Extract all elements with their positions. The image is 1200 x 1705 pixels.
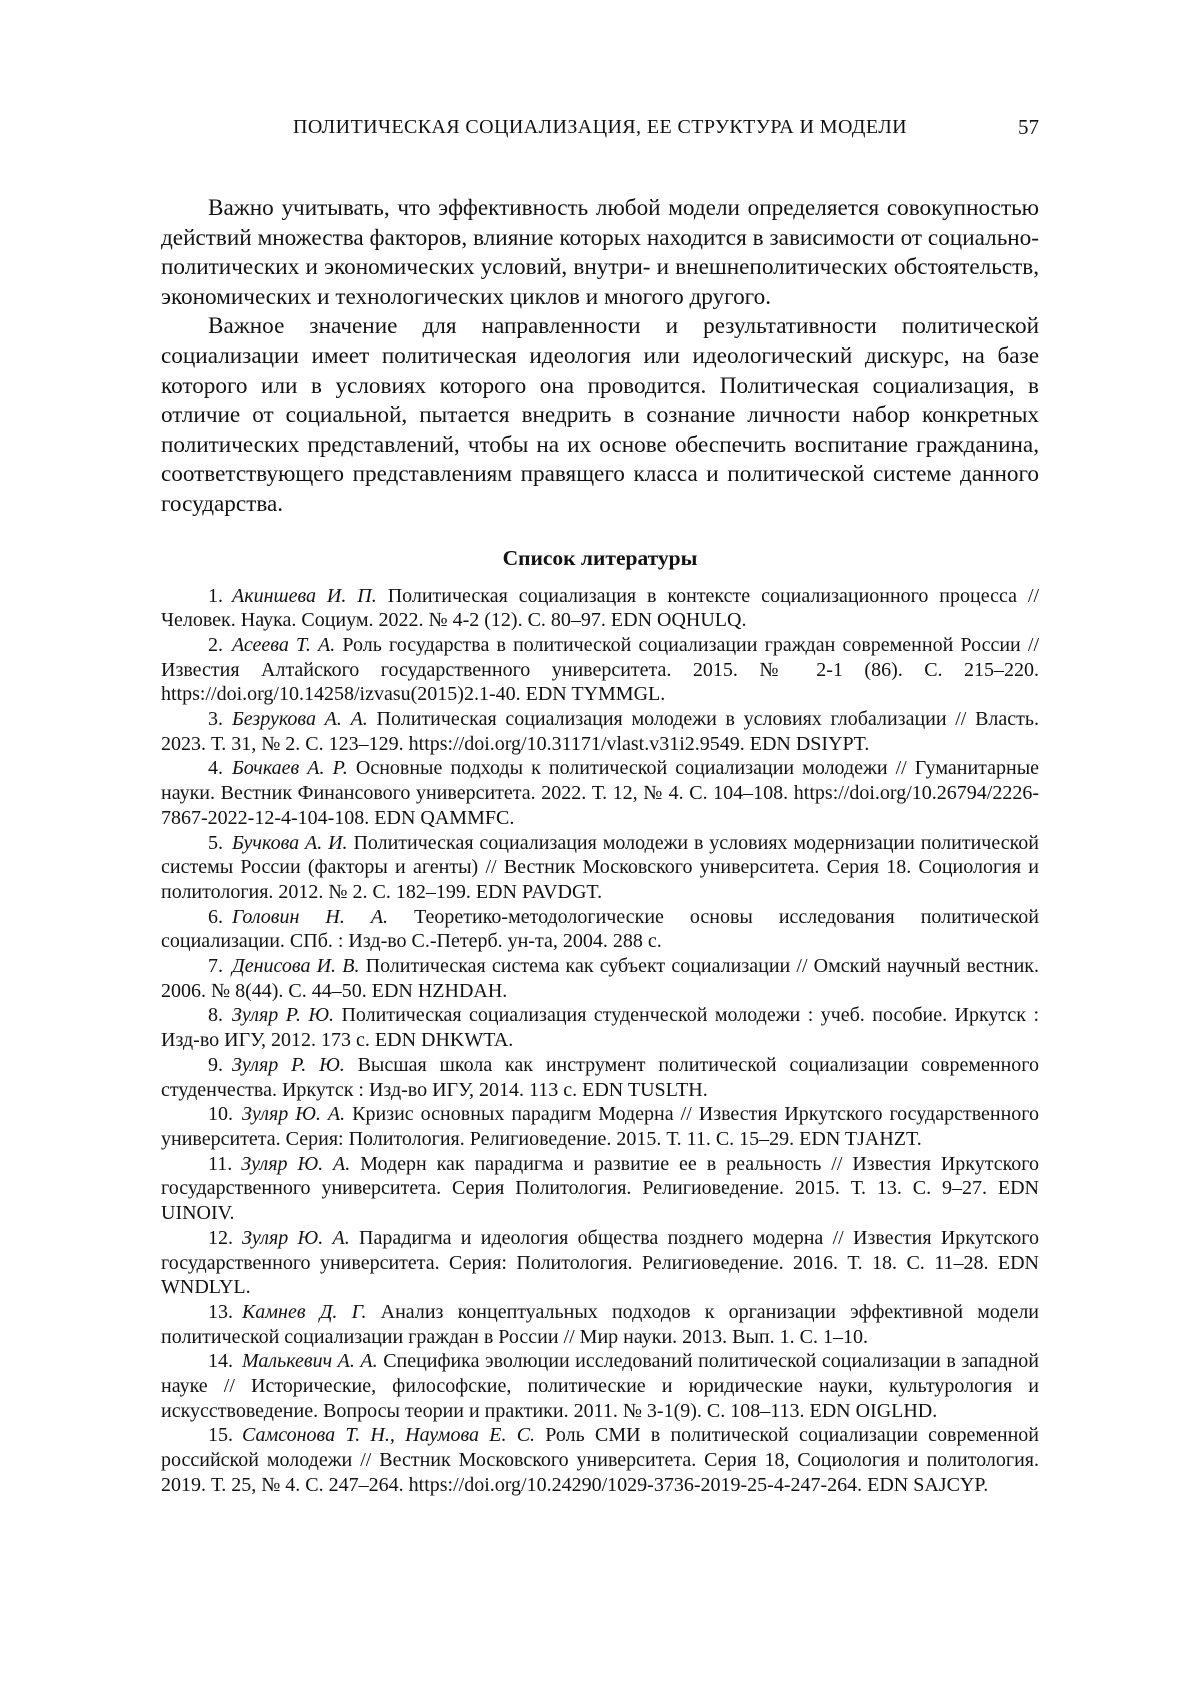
reference-number: 12.	[208, 1226, 233, 1249]
reference-item-7	[161, 954, 1039, 1003]
reference-number: 8.	[208, 1004, 223, 1027]
reference-text: Анализ концептуальных подходов к организации эффективной модели политической социализации граждан в России // Мир науки. 2013. Вып. 1. С. 1–10.	[161, 1300, 1040, 1348]
running-header: ПОЛИТИЧЕСКАЯ СОЦИАЛИЗАЦИЯ, ЕЕ СТРУКТУРА И МОДЕЛИ	[292, 116, 908, 138]
reference-item-12	[161, 1226, 1039, 1300]
reference-authors: Бочкаев А. Р.	[232, 757, 348, 780]
reference-text: Модерн как парадигма и развитие ее в реальность // Известия Иркутского государственного университета. Серия Политология. Религиоведение. 2015. Т. 13. С. 9–27. EDN UINOIV.	[161, 1152, 1040, 1225]
reference-number: 6.	[208, 905, 223, 928]
reference-number: 9.	[208, 1053, 223, 1076]
reference-text: Высшая школа как инструмент политической социализации современного студенчества. Иркутск : Изд-во ИГУ, 2014. 113 с. EDN TUSLTH.	[161, 1053, 1039, 1101]
reference-number: 13.	[208, 1300, 233, 1323]
reference-item-1	[161, 584, 1039, 633]
reference-number: 15.	[208, 1424, 233, 1447]
reference-number: 4.	[208, 757, 223, 780]
reference-authors: Бучкова А. И.	[232, 831, 348, 854]
reference-item-10	[161, 1102, 1039, 1151]
reference-text: Роль государства в политической социализации граждан современной России // Известия Алтайского государственного университета. 2015. № 2-1 (86). С. 215–220. https://doi.org/10.14258/izvasu(2015)2.1-40. EDN TYMMGL.	[161, 633, 1040, 706]
reference-text: Роль СМИ в политической социализации современной российской молодежи // Вестник Московского университета. Серия 18, Социология и политология. 2019. Т. 25, № 4. С. 247–264. https://doi.org/10.24290/1029-3736-2019-25-4-247-264. EDN SAJCYP.	[161, 1424, 1039, 1496]
reference-authors: Зуляр Ю. А.	[242, 1226, 350, 1249]
reference-text: Политическая социализация молодежи в условиях модернизации политической системы России (факторы и агенты) // Вестник Московского университета. Серия 18. Социология и политология. 2012. № 2. С. 182–199. EDN PAVDGT.	[161, 831, 1039, 903]
reference-authors: Зуляр Ю. А.	[242, 1103, 346, 1126]
reference-number: 7.	[208, 955, 223, 978]
reference-text: Политическая социализация в контексте социализационного процесса // Человек. Наука. Социум. 2022. № 4-2 (12). С. 80–97. EDN OQHULQ.	[161, 584, 1040, 632]
reference-authors: Малькевич А. А.	[242, 1350, 378, 1373]
reference-text: Политическая система как субъект социализации // Омский научный вестник. 2006. № 8(44). С. 44–50. EDN HZHDAH.	[161, 955, 1040, 1002]
reference-number: 1.	[208, 584, 223, 607]
reference-text: Кризис основных парадигм Модерна // Известия Иркутского государственного университета. Серия: Политология. Религиоведение. 2015. Т. 11. С. 15–29. EDN TJAHZT.	[161, 1103, 1040, 1150]
reference-number: 10.	[208, 1103, 233, 1126]
reference-text: Парадигма и идеология общества позднего модерна // Известия Иркутского государственного университета. Серия: Политология. Религиоведение. 2016. Т. 18. С. 11–28. EDN WNDLYL.	[161, 1226, 1040, 1299]
reference-text: Специфика эволюции исследований политической социализации в западной науке // Исторические, философские, политические и юридические науки, культурология и искусствоведение. Вопросы теории и практики. 2011. № 3-1(9). С. 108–113. EDN OIGLHD.	[161, 1350, 1040, 1422]
reference-item-3	[161, 707, 1039, 756]
reference-item-4	[161, 756, 1039, 830]
reference-authors: Асеева Т. А.	[232, 633, 336, 656]
reference-authors: Денисова И. В.	[232, 955, 360, 978]
page-number: 57	[1018, 115, 1039, 139]
references-heading: Список литературы	[502, 545, 698, 570]
reference-number: 5.	[208, 831, 223, 854]
reference-text: Политическая социализация молодежи в условиях глобализации // Власть. 2023. Т. 31, № 2. С. 123–129. https://doi.org/10.31171/vlast.v31i2.9549. EDN DSIYPT.	[161, 708, 1040, 755]
reference-item-2	[161, 633, 1039, 707]
reference-text: Теоретико-методологические основы исследования политической социализации. СПб. : Изд-во С.-Петерб. ун-та, 2004. 288 с.	[161, 905, 1040, 953]
reference-item-14	[161, 1349, 1039, 1423]
reference-item-13	[161, 1300, 1039, 1349]
reference-item-5	[161, 831, 1039, 905]
reference-authors: Зуляр Р. Ю.	[232, 1004, 335, 1027]
body-paragraph-1: Важно учитывать, что эффективность любой модели определяется совокупностью действий множества факторов, влияние которых находится в зависимости от социально-политических и экономических условий, внутри- и внешнеполитических обстоятельств, экономических и технологических циклов и многого другого.	[161, 195, 1039, 310]
reference-item-9	[161, 1053, 1039, 1102]
reference-authors: Зуляр Ю. А.	[241, 1152, 351, 1175]
reference-authors: Зуляр Р. Ю.	[232, 1053, 345, 1076]
reference-item-8	[161, 1003, 1039, 1052]
reference-item-6	[161, 905, 1039, 954]
reference-number: 2.	[208, 633, 223, 656]
reference-authors: Камнев Д. Г.	[242, 1300, 367, 1323]
reference-item-15	[161, 1423, 1039, 1497]
reference-authors: Акиншева И. П.	[232, 584, 377, 607]
reference-authors: Самсонова Т. Н., Наумова Е. С.	[242, 1424, 536, 1447]
reference-authors: Безрукова А. А.	[232, 708, 368, 731]
reference-text: Политическая социализация студенческой молодежи : учеб. пособие. Иркутск : Изд-во ИГУ, 2012. 173 с. EDN DHKWTA.	[161, 1004, 1039, 1052]
reference-authors: Головин Н. А.	[232, 905, 389, 928]
reference-list	[161, 584, 1039, 1498]
reference-number: 3.	[208, 708, 223, 731]
text-column	[161, 194, 1039, 1498]
reference-item-11	[161, 1152, 1039, 1226]
body-paragraph-2: Важное значение для направленности и результативности политической социализации имеет политическая идеология или идеологический дискурс, на базе которого или в условиях которого она проводится. Политическая социализация, в отличие от социальной, пытается внедрить в сознание личности набор конкретных политических представлений, чтобы на их основе обеспечить воспитание гражданина, соответствующего представлениям правящего класса и политической системе данного государства.	[161, 313, 1039, 517]
reference-number: 11.	[208, 1152, 233, 1175]
reference-text: Основные подходы к политической социализации молодежи // Гуманитарные науки. Вестник Финансового университета. 2022. Т. 12, № 4. С. 104–108. https://doi.org/10.26794/2226-7867-2022-12-4-104-108. EDN QAMMFC.	[161, 757, 1040, 829]
reference-number: 14.	[208, 1350, 233, 1373]
